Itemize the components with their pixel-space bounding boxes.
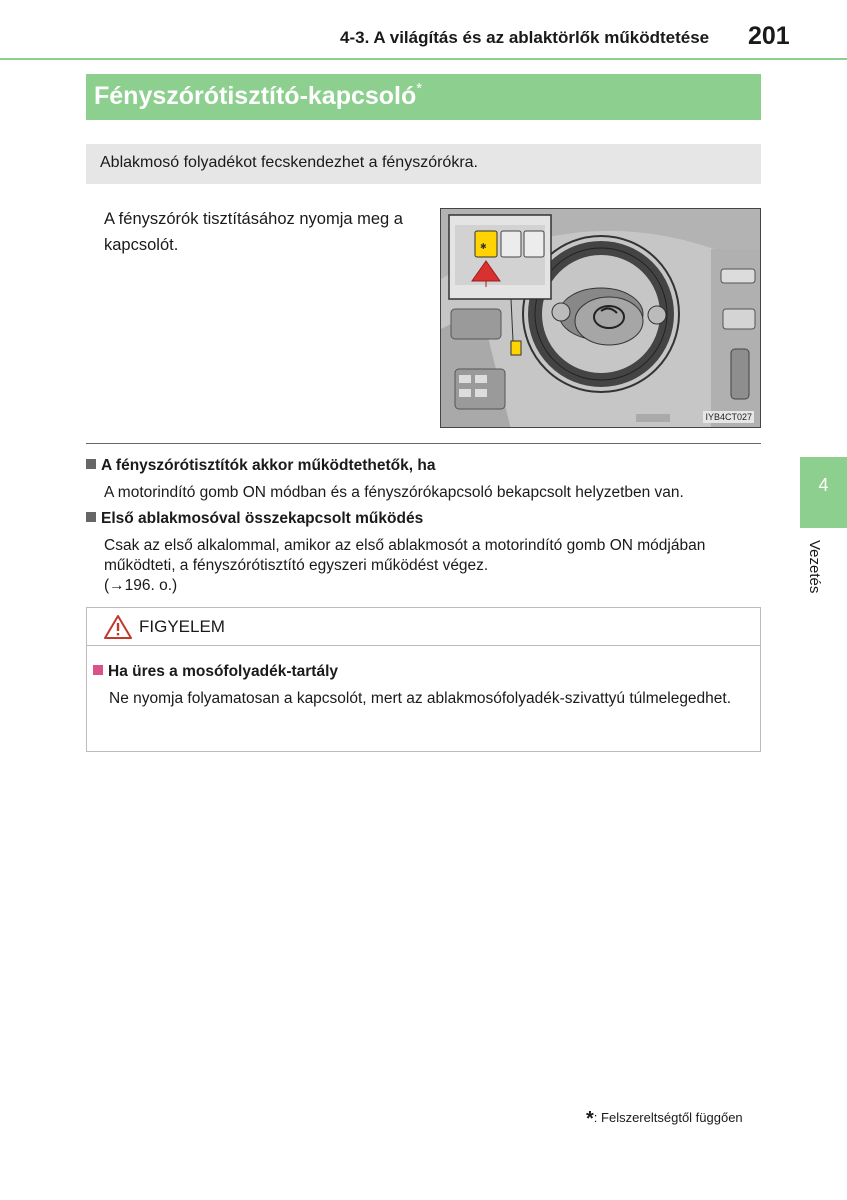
instruction-text: A fényszórók tisztításához nyomja meg a kapcsolót. [104,210,403,254]
page-number: 201 [748,22,790,50]
warning-triangle-icon [103,614,133,640]
item-heading-washer-conditions [86,457,435,475]
item-heading-text: Első ablakmosóval összekapcsolt működés [101,510,424,527]
warning-header [87,608,760,646]
chapter-number: 4 [818,475,829,495]
square-bullet-icon [86,512,96,522]
item-body-washer-conditions: A motorindító gomb ON módban és a fényszórókapcsoló bekapcsolt helyzetben van. [104,484,684,501]
warning-box [86,607,761,752]
chapter-tab [800,457,847,528]
square-bullet-icon [93,665,103,675]
warning-item-heading [93,663,338,681]
item-heading-linked-operation [86,510,423,528]
warning-item-body: Ne nyomja folyamatosan a kapcsolót, mert az ablakmosófolyadék-szivattyú túlmelegedhet. [109,690,732,707]
chapter-name: Vezetés [806,540,823,594]
section-title-mark: * [416,80,423,97]
summary-box [86,144,761,184]
header-section-title: 4-3. A világítás és az ablaktörlők működtetése [340,28,710,47]
dashboard-illustration [440,208,761,428]
square-bullet-icon [86,459,96,469]
content-divider [86,443,761,444]
item-body-linked-operation [104,536,764,596]
footnote-mark: * [586,1108,594,1130]
item-body-line: működteti, a fényszórótisztító egyszeri működést végez. [104,557,489,574]
dashboard-drawing [441,209,761,428]
section-title [94,82,422,111]
item-body-line: Csak az első alkalommal, amikor az első ablakmosót a motorindító gomb ON módjában [104,537,706,554]
section-title-bar [86,74,761,120]
svg-text:✱: ✱ [480,242,487,251]
header-divider [0,58,847,60]
summary-text: Ablakmosó folyadékot fecskendezhet a fényszórókra. [100,154,478,171]
page-reference: (→196. o.) [104,577,178,594]
footnote-text: : Felszereltségtől függően [593,1110,743,1125]
warning-item-heading-text: Ha üres a mosófolyadék-tartály [108,663,339,680]
item-heading-text: A fényszórótisztítók akkor működtethetők, ha [101,457,436,474]
warning-label: FIGYELEM [139,617,225,636]
figure-code: IYB4CT027 [705,412,752,422]
section-title-text: Fényszórótisztító-kapcsoló [94,82,417,110]
footnote [586,1108,743,1131]
